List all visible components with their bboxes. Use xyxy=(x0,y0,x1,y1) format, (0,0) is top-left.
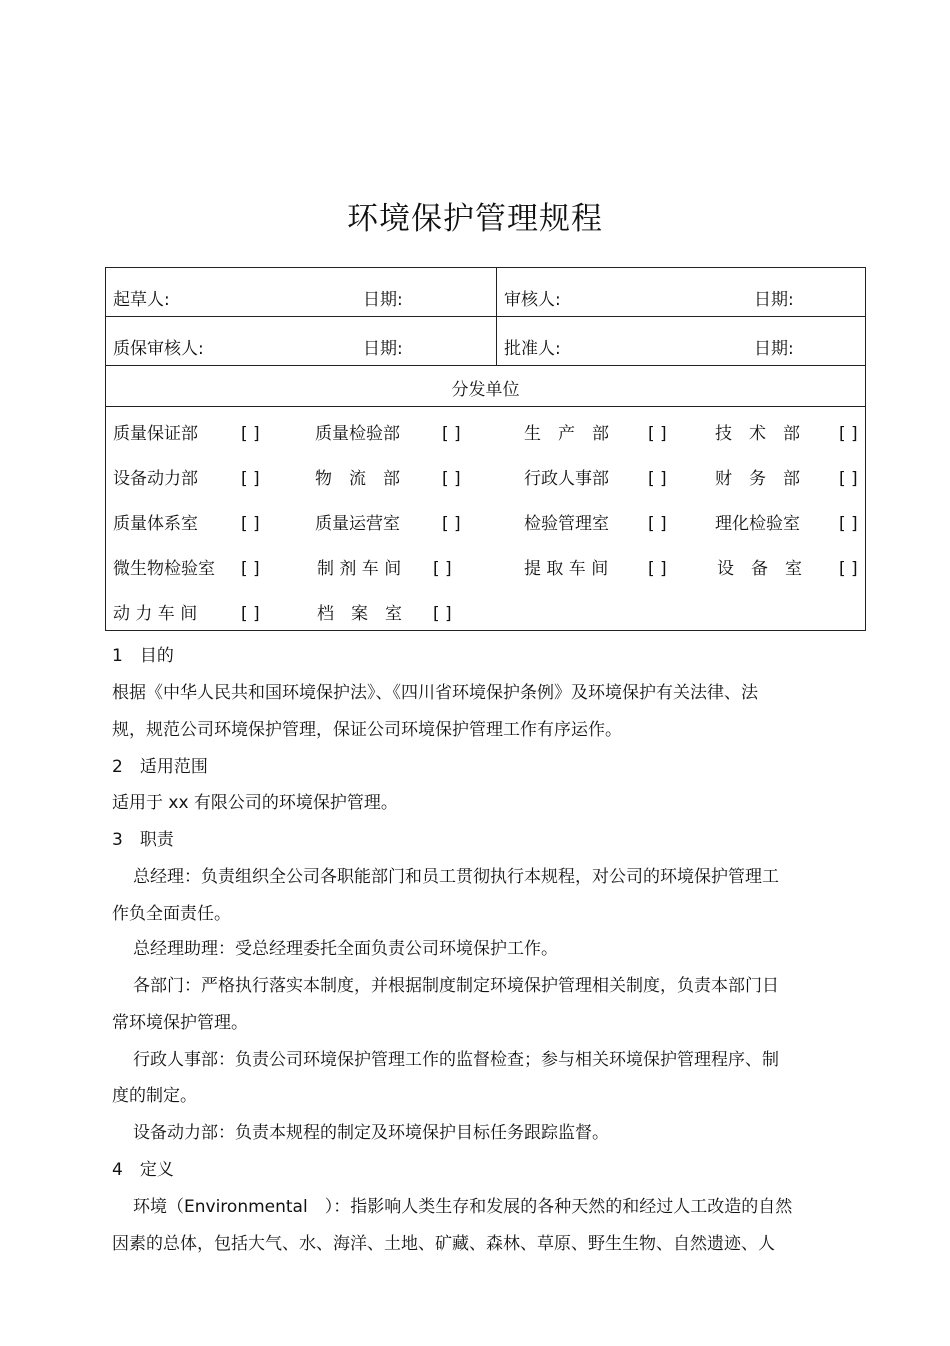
unit-checkbox[interactable]: [ ] xyxy=(839,559,858,579)
section-3-gm-assistant-duty: 总经理助理：受总经理委托全面负责公司环境保护工作。 xyxy=(133,939,558,959)
qa-review-date-label: 日期: xyxy=(363,339,403,359)
unit-equipment-power-dept: 设备动力部 xyxy=(113,469,198,489)
section-1-paragraph-cont: 规，规范公司环境保护管理，保证公司环境保护管理工作有序运作。 xyxy=(112,720,622,740)
unit-checkbox[interactable]: [ ] xyxy=(442,514,461,534)
unit-equipment-room: 设 备 室 xyxy=(717,559,802,579)
unit-checkbox[interactable]: [ ] xyxy=(839,514,858,534)
unit-qc-dept: 质量检验部 xyxy=(315,424,400,444)
approve-date-label: 日期: xyxy=(754,339,794,359)
unit-checkbox[interactable]: [ ] xyxy=(241,469,260,489)
section-3-admin-hr-duty-cont: 度的制定。 xyxy=(112,1086,197,1106)
draft-date-label: 日期: xyxy=(363,290,403,310)
section-1-heading: 1 目的 xyxy=(112,646,174,666)
section-3-heading: 3 职责 xyxy=(112,830,174,850)
unit-extraction-workshop: 提 取 车 间 xyxy=(524,559,609,579)
unit-archive-room: 档 案 室 xyxy=(317,604,402,624)
unit-micro-lab: 微生物检验室 xyxy=(113,559,215,579)
unit-checkbox[interactable]: [ ] xyxy=(241,424,260,444)
approval-form-table xyxy=(105,267,866,631)
review-date-label: 日期: xyxy=(754,290,794,310)
unit-checkbox[interactable]: [ ] xyxy=(648,424,667,444)
section-3-gm-duty: 总经理：负责组织全公司各职能部门和员工贯彻执行本规程，对公司的环境保护管理工 xyxy=(133,867,779,887)
section-3-admin-hr-duty: 行政人事部：负责公司环境保护管理工作的监督检查；参与相关环境保护管理程序、制 xyxy=(133,1050,779,1070)
section-3-departments-duty: 各部门：严格执行落实本制度，并根据制度制定环境保护管理相关制度，负责本部门日 xyxy=(133,976,779,996)
unit-tech-dept: 技 术 部 xyxy=(715,424,800,444)
drafter-label: 起草人: xyxy=(113,290,170,310)
unit-checkbox[interactable]: [ ] xyxy=(433,604,452,624)
section-3-equipment-power-duty: 设备动力部：负责本规程的制定及环境保护目标任务跟踪监督。 xyxy=(133,1123,609,1143)
section-4-heading: 4 定义 xyxy=(112,1160,174,1180)
unit-admin-hr-dept: 行政人事部 xyxy=(524,469,609,489)
unit-checkbox[interactable]: [ ] xyxy=(442,424,461,444)
unit-physchem-lab: 理化检验室 xyxy=(715,514,800,534)
unit-checkbox[interactable]: [ ] xyxy=(648,559,667,579)
unit-checkbox[interactable]: [ ] xyxy=(241,514,260,534)
section-3-gm-duty-cont: 作负全面责任。 xyxy=(112,904,231,924)
unit-finance-dept: 财 务 部 xyxy=(715,469,800,489)
unit-checkbox[interactable]: [ ] xyxy=(433,559,452,579)
reviewer-label: 审核人: xyxy=(504,290,561,310)
section-4-environment-definition-cont: 因素的总体，包括大气、水、海洋、土地、矿藏、森林、草原、野生生物、自然遗迹、人 xyxy=(112,1234,775,1254)
unit-checkbox[interactable]: [ ] xyxy=(839,424,858,444)
distribution-header: 分发单位 xyxy=(451,380,520,400)
unit-checkbox[interactable]: [ ] xyxy=(241,604,260,624)
unit-checkbox[interactable]: [ ] xyxy=(648,514,667,534)
unit-checkbox[interactable]: [ ] xyxy=(648,469,667,489)
unit-formulation-workshop: 制 剂 车 间 xyxy=(317,559,402,579)
document-title: 环境保护管理规程 xyxy=(347,201,603,237)
table-row-divider xyxy=(106,316,865,317)
section-4-environment-definition: 环境（Environmental ）：指影响人类生存和发展的各种天然的和经过人工改造的自然 xyxy=(133,1197,793,1217)
unit-qa-dept: 质量保证部 xyxy=(113,424,198,444)
unit-power-workshop: 动 力 车 间 xyxy=(113,604,198,624)
unit-inspection-mgmt-office: 检验管理室 xyxy=(524,514,609,534)
table-column-divider xyxy=(496,268,497,365)
unit-logistics-dept: 物 流 部 xyxy=(315,469,400,489)
qa-reviewer-label: 质保审核人: xyxy=(113,339,204,359)
unit-checkbox[interactable]: [ ] xyxy=(241,559,260,579)
section-3-departments-duty-cont: 常环境保护管理。 xyxy=(112,1013,248,1033)
unit-quality-ops-office: 质量运营室 xyxy=(315,514,400,534)
section-2-paragraph: 适用于 xx 有限公司的环境保护管理。 xyxy=(112,793,398,813)
section-2-heading: 2 适用范围 xyxy=(112,757,208,777)
unit-quality-system-office: 质量体系室 xyxy=(113,514,198,534)
unit-checkbox[interactable]: [ ] xyxy=(839,469,858,489)
unit-checkbox[interactable]: [ ] xyxy=(442,469,461,489)
table-row-divider xyxy=(106,406,865,407)
table-row-divider xyxy=(106,365,865,366)
approver-label: 批准人: xyxy=(504,339,561,359)
unit-production-dept: 生 产 部 xyxy=(524,424,609,444)
section-1-paragraph: 根据《中华人民共和国环境保护法》、《四川省环境保护条例》及环境保护有关法律、法 xyxy=(112,683,758,703)
